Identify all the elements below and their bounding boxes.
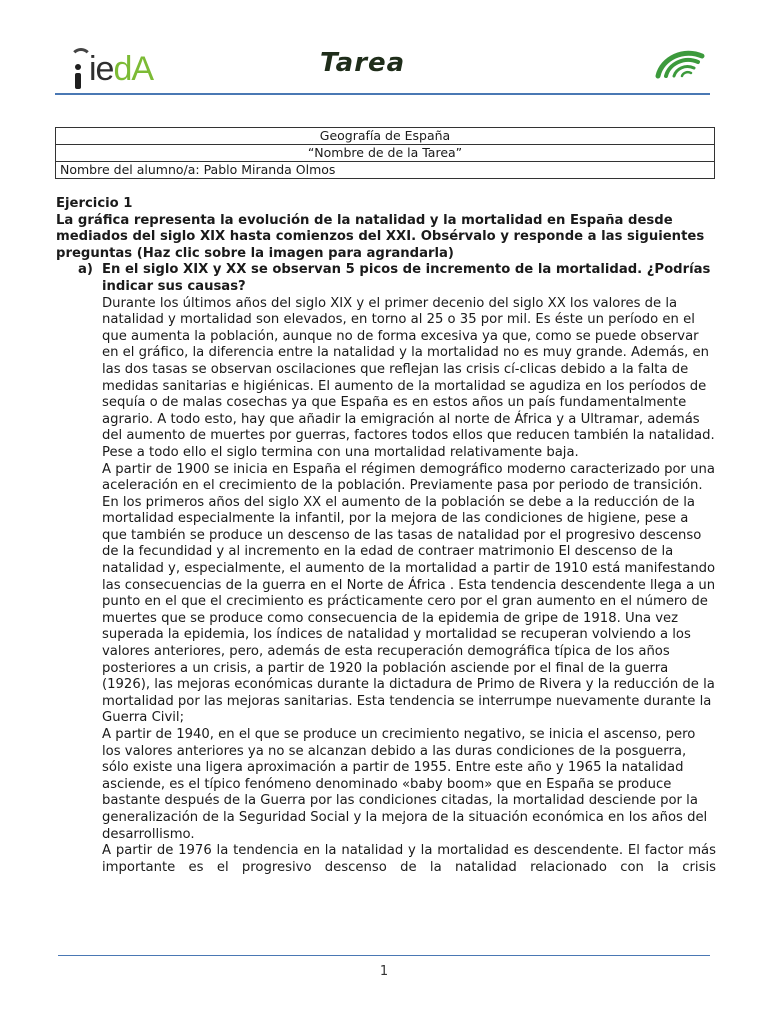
- exercise-content: [56, 196, 716, 876]
- answer-paragraph: A partir de 1976 la tendencia en la natalidad y la mortalidad es descendente. El factor más importante es el progresivo descenso de la natalidad relacionado con la crisis: [102, 843, 716, 875]
- question-a: [56, 262, 716, 295]
- answer-paragraph: Durante los últimos años del siglo XIX y el primer decenio del siglo XX los valores de la natalidad y mortalidad son elevados, en torno al 25 o 35 por mil. Es éste un período en el que aumenta la población, aunque no de forma excesiva ya que, como se puede observar en el gráfico, la diferencia entre la natalidad y la mortalidad no es muy grande. Además, en las dos tasas se observan oscilaciones que reflejan las crisis cí-clicas debido a la falta de medidas sanitarias e higiénicas. El aumento de la mortalidad se agudiza en los períodos de sequía o de malas cosechas ya que España es en estos años un país fundamentalmente agrario. A todo esto, hay que añadir la emigración al norte de África y a Ultramar, además del aumento de muertes por guerras, factores todos ellos que reducen también la natalidad. Pese a todo ello el siglo termina con una mortalidad relativamente baja.: [102, 295, 715, 460]
- task-name-cell: “Nombre de de la Tarea”: [56, 145, 715, 162]
- footer-divider: [58, 955, 710, 956]
- exercise-title: Ejercicio 1: [56, 196, 133, 211]
- logo-text-main: ie: [89, 50, 114, 88]
- page-header: [55, 30, 710, 96]
- question-label: a): [78, 262, 93, 278]
- task-info-table: [55, 127, 715, 179]
- logo-dot: [75, 64, 81, 70]
- page-number: 1: [379, 964, 389, 979]
- answer-paragraph: En los primeros años del siglo XX el aumento de la población se debe a la reducción de la mortalidad especialmente la infantil, por la mejora de las condiciones de higiene, pese a que también se produce un descenso de las tasas de natalidad por el progresivo descenso de la fecundidad y al incremento en la edad de contraer matrimonio El descenso de la natalidad y, especialmente, el aumento de la mortalidad a partir de 1910 está manifestando las consecuencias de la guerra en el Norte de África . Esta tendencia descendente llega a un punto en el que el crecimiento es prácticamente cero por el gran aumento en el número de muertes que se produce como consecuencia de la epidemia de gripe de 1918. Una vez superada la epidemia, los índices de natalidad y mortalidad se recuperan volviendo a los valores anteriores, pero, además de esta recuperación demográfica típica de los años posteriores a un crisis, a partir de 1920 la población asciende por el final de la guerra (1926), las mejoras económicas durante la dictadura de Primo de Rivera y la reducción de la mortalidad por las mejoras sanitarias. Esta tendencia se interrumpe nuevamente durante la Guerra Civil;: [102, 494, 716, 726]
- answer-block: [102, 296, 716, 877]
- page-title: Tarea: [320, 48, 406, 78]
- answer-paragraph: A partir de 1940, en el que se produce un crecimiento negativo, se inicia el ascenso, pero los valores anteriores ya no se alcanzan debido a las duras condiciones de la posguerra, sólo existe una ligera aproximación a partir de 1955. Entre este año y 1965 la natalidad asciende, es el típico fenómeno denominado «baby boom» que en España se produce bastante después de la Guerra por las condiciones citadas, la mortalidad desciende por la generalización de la Seguridad Social y la mejora de la situación económica en los años del desarrollismo.: [102, 727, 708, 842]
- subject-cell: Geografía de España: [56, 128, 715, 145]
- question-text: En el siglo XIX y XX se observan 5 picos de incremento de la mortalidad. ¿Podrías indicar sus causas?: [102, 262, 711, 294]
- ieda-logo: [67, 36, 177, 86]
- logo-stem: [75, 73, 81, 89]
- junta-andalucia-logo-icon: [654, 44, 706, 80]
- answer-paragraph: A partir de 1900 se inicia en España el régimen demográfico moderno caracterizado por una aceleración en el crecimiento de la población. Previamente pasa por periodo de transición.: [102, 461, 715, 494]
- logo-text: [89, 52, 153, 86]
- exercise-intro: La gráfica representa la evolución de la natalidad y la mortalidad en España desde mediados del siglo XIX hasta comienzos del XXI. Obsérvalo y responde a las siguientes preguntas (Haz clic sobre la imagen para agrandarla): [56, 212, 705, 261]
- logo-text-accent: dA: [113, 50, 154, 88]
- header-divider: [55, 93, 710, 95]
- student-name-cell: Nombre del alumno/a: Pablo Miranda Olmos: [56, 162, 715, 179]
